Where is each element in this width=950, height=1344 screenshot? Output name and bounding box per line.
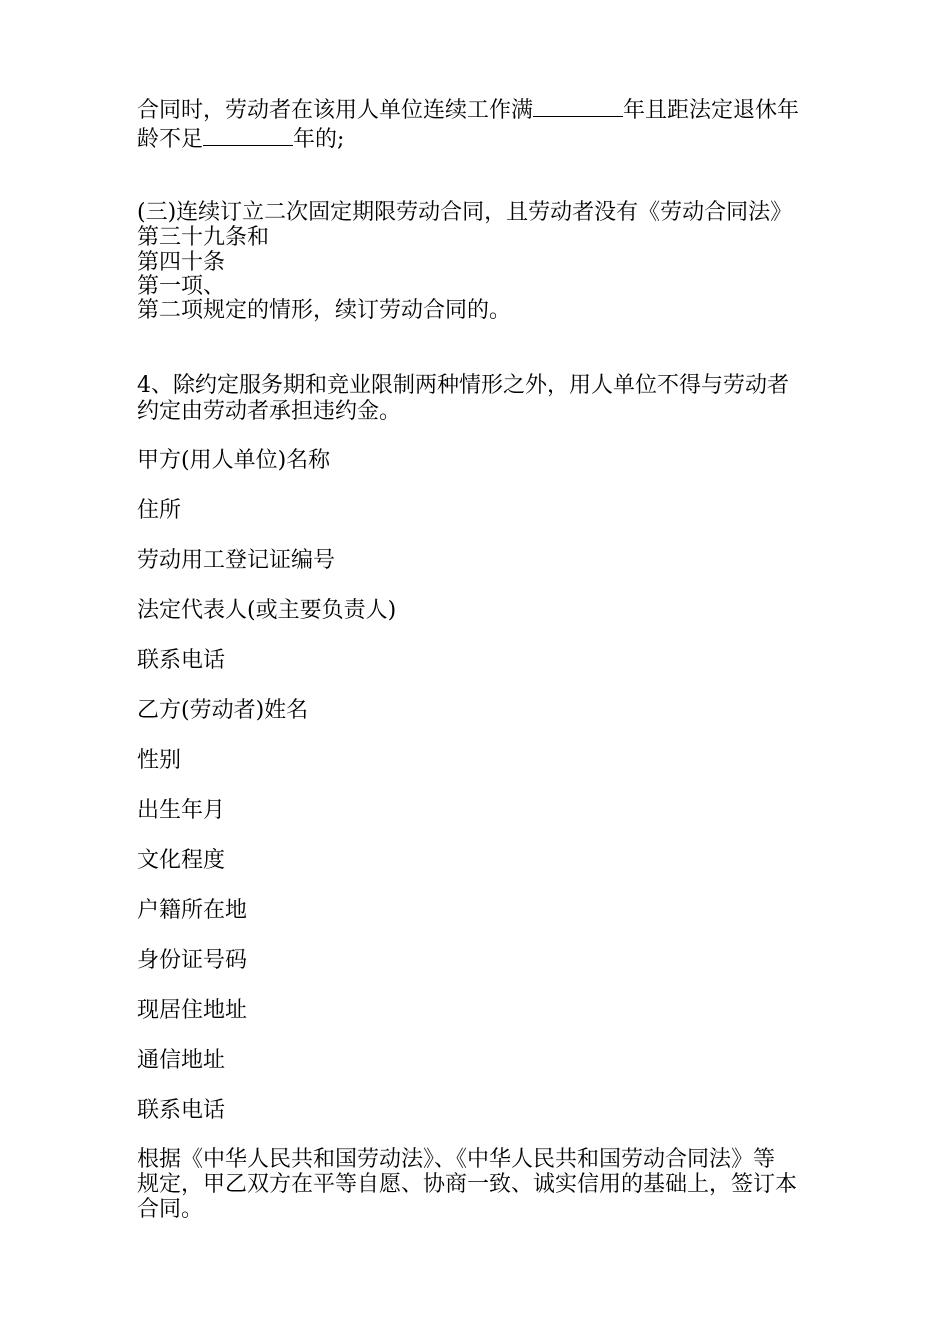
closing-line-3: 合同。 <box>137 1197 204 1222</box>
clause-three-line-4: 第一项、 <box>137 274 226 299</box>
continuation-line-1 <box>137 98 799 124</box>
party-a-registration-label: 劳动用工登记证编号 <box>137 548 336 573</box>
clause-three-line-5: 第二项规定的情形，续订劳动合同的。 <box>137 298 512 323</box>
clause-four-line-2: 约定由劳动者承担违约金。 <box>137 399 402 424</box>
continuation-text-1b: 年且距法定退休年 <box>623 98 800 123</box>
party-a-phone-label: 联系电话 <box>137 648 226 673</box>
clause-three-line-1: (三)连续订立二次固定期限劳动合同，且劳动者没有《劳动合同法》 <box>137 200 793 225</box>
continuation-text-2b: 年的; <box>293 127 345 152</box>
party-b-residence-label: 现居住地址 <box>137 998 248 1023</box>
party-a-address-label: 住所 <box>137 498 182 523</box>
closing-line-1: 根据《中华人民共和国劳动法》、《中华人民共和国劳动合同法》等 <box>137 1147 776 1172</box>
party-b-id-label: 身份证号码 <box>137 948 248 973</box>
party-b-gender-label: 性别 <box>137 748 182 773</box>
party-b-mailing-label: 通信地址 <box>137 1048 226 1073</box>
party-b-household-label: 户籍所在地 <box>137 898 248 923</box>
closing-line-2: 规定，甲乙双方在平等自愿、协商一致、诚实信用的基础上，签订本 <box>137 1172 798 1197</box>
party-a-name-label: 甲方(用人单位)名称 <box>137 448 331 473</box>
party-b-phone-label: 联系电话 <box>137 1098 226 1123</box>
continuation-text-1a: 合同时，劳动者在该用人单位连续工作满 <box>137 98 534 123</box>
party-b-education-label: 文化程度 <box>137 848 226 873</box>
continuation-text-2a: 龄不足 <box>137 127 204 152</box>
clause-four-line-1: 4、除约定服务期和竞业限制两种情形之外，用人单位不得与劳动者 <box>137 373 789 398</box>
party-b-birth-label: 出生年月 <box>137 798 226 823</box>
clause-three-line-2: 第三十九条和 <box>137 225 270 250</box>
blank-years-employed <box>533 98 623 117</box>
continuation-line-2 <box>137 127 344 153</box>
blank-years-to-retirement <box>203 127 293 146</box>
party-a-representative-label: 法定代表人(或主要负责人) <box>137 598 397 623</box>
clause-three-line-3: 第四十条 <box>137 250 226 275</box>
party-b-name-label: 乙方(劳动者)姓名 <box>137 698 309 723</box>
